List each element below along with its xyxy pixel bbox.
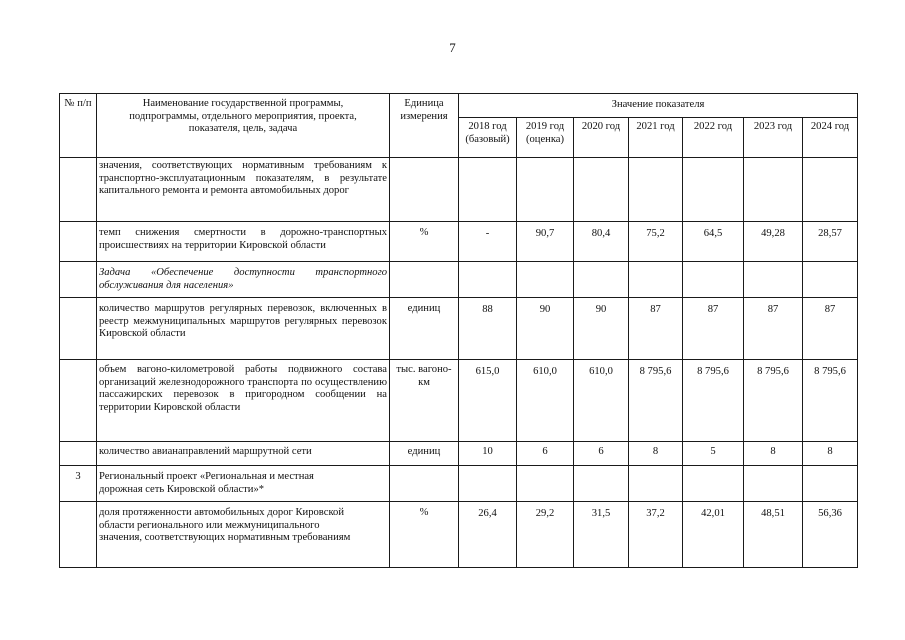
value-cell: 8 xyxy=(744,442,803,466)
value-cell: 87 xyxy=(744,298,803,360)
header-unit: Единица измерения xyxy=(390,94,459,158)
value-cell xyxy=(459,466,517,502)
table-row xyxy=(60,298,858,360)
value-cell: 610,0 xyxy=(574,360,629,442)
value-cell xyxy=(683,158,744,222)
row-unit: единиц xyxy=(390,442,459,466)
row-unit xyxy=(390,262,459,298)
value-cell xyxy=(683,466,744,502)
row-no xyxy=(60,222,97,262)
row-no xyxy=(60,360,97,442)
row-no xyxy=(60,298,97,360)
value-cell: 56,36 xyxy=(803,502,858,568)
row-name: темп снижения смертности в дорожно-транспортных происшествиях на территории Кировской области xyxy=(97,222,390,262)
value-cell: 8 xyxy=(629,442,683,466)
year-2021: 2021 год xyxy=(629,118,683,158)
value-cell xyxy=(683,262,744,298)
value-cell: 48,51 xyxy=(744,502,803,568)
value-cell: 26,4 xyxy=(459,502,517,568)
value-cell xyxy=(744,158,803,222)
task-title: Задача «Обеспечение доступности транспортного обслуживания для населения» xyxy=(97,262,390,298)
value-cell xyxy=(574,158,629,222)
value-cell xyxy=(517,466,574,502)
value-cell: 31,5 xyxy=(574,502,629,568)
value-cell: 37,2 xyxy=(629,502,683,568)
value-cell: 8 795,6 xyxy=(803,360,858,442)
header-values: Значение показателя xyxy=(459,94,858,118)
value-cell xyxy=(803,466,858,502)
value-cell: 90,7 xyxy=(517,222,574,262)
table-row xyxy=(60,466,858,502)
value-cell xyxy=(629,466,683,502)
row-name: доля протяженности автомобильных дорог Кировской области регионального или межмуниципального значения, соответствующих нормативным требованиям xyxy=(97,502,390,568)
value-cell: 615,0 xyxy=(459,360,517,442)
year-2018: 2018 год (базовый) xyxy=(459,118,517,158)
value-cell: 8 795,6 xyxy=(629,360,683,442)
indicators-table xyxy=(59,93,858,568)
row-unit: тыс. вагоно-км xyxy=(390,360,459,442)
value-cell xyxy=(517,158,574,222)
table-row xyxy=(60,360,858,442)
row-name: количество авианаправлений маршрутной сети xyxy=(97,442,390,466)
value-cell xyxy=(459,158,517,222)
page-number: 7 xyxy=(449,40,456,55)
value-cell: 5 xyxy=(683,442,744,466)
value-cell xyxy=(574,262,629,298)
value-cell: 75,2 xyxy=(629,222,683,262)
value-cell: 8 xyxy=(803,442,858,466)
value-cell: 49,28 xyxy=(744,222,803,262)
value-cell: 87 xyxy=(683,298,744,360)
value-cell: 6 xyxy=(574,442,629,466)
table-row xyxy=(60,158,858,222)
value-cell: 28,57 xyxy=(803,222,858,262)
row-no xyxy=(60,158,97,222)
value-cell: 88 xyxy=(459,298,517,360)
row-no: 3 xyxy=(60,466,97,502)
year-2024: 2024 год xyxy=(803,118,858,158)
year-2022: 2022 год xyxy=(683,118,744,158)
year-2020: 2020 год xyxy=(574,118,629,158)
value-cell: 6 xyxy=(517,442,574,466)
value-cell: - xyxy=(459,222,517,262)
value-cell: 610,0 xyxy=(517,360,574,442)
table-row xyxy=(60,222,858,262)
year-2023: 2023 год xyxy=(744,118,803,158)
value-cell: 8 795,6 xyxy=(744,360,803,442)
row-unit: % xyxy=(390,222,459,262)
value-cell: 10 xyxy=(459,442,517,466)
value-cell xyxy=(629,262,683,298)
value-cell xyxy=(517,262,574,298)
row-name: объем вагоно-километровой работы подвижного состава организаций железнодорожного транспорта по осуществлению пассажирских перевозок в пригородном сообщении на территории Кировской области xyxy=(97,360,390,442)
value-cell: 90 xyxy=(574,298,629,360)
table-row xyxy=(60,442,858,466)
value-cell: 29,2 xyxy=(517,502,574,568)
year-2019: 2019 год (оценка) xyxy=(517,118,574,158)
row-name: количество маршрутов регулярных перевозок, включенных в реестр межмуниципальных маршрутов регулярных перевозок Кировской области xyxy=(97,298,390,360)
row-no xyxy=(60,442,97,466)
value-cell xyxy=(803,262,858,298)
value-cell: 8 795,6 xyxy=(683,360,744,442)
row-unit: % xyxy=(390,502,459,568)
value-cell: 90 xyxy=(517,298,574,360)
value-cell xyxy=(744,262,803,298)
value-cell: 64,5 xyxy=(683,222,744,262)
header-name: Наименование государственной программы, подпрограммы, отдельного мероприятия, проекта, показателя, цель, задача xyxy=(97,94,390,158)
table-row xyxy=(60,502,858,568)
row-no xyxy=(60,502,97,568)
value-cell: 80,4 xyxy=(574,222,629,262)
value-cell xyxy=(459,262,517,298)
value-cell xyxy=(744,466,803,502)
value-cell: 42,01 xyxy=(683,502,744,568)
value-cell xyxy=(803,158,858,222)
row-unit: единиц xyxy=(390,298,459,360)
row-no xyxy=(60,262,97,298)
row-name: значения, соответствующих нормативным требованиям к транспортно-эксплуатационным показателям, в результате капитального ремонта и ремонта автомобильных дорог xyxy=(97,158,390,222)
row-unit xyxy=(390,158,459,222)
row-unit xyxy=(390,466,459,502)
value-cell: 87 xyxy=(629,298,683,360)
table-row xyxy=(60,262,858,298)
project-title: Региональный проект «Региональная и местная дорожная сеть Кировской области»* xyxy=(97,466,390,502)
header-no: № п/п xyxy=(60,94,97,158)
value-cell xyxy=(629,158,683,222)
value-cell xyxy=(574,466,629,502)
value-cell: 87 xyxy=(803,298,858,360)
